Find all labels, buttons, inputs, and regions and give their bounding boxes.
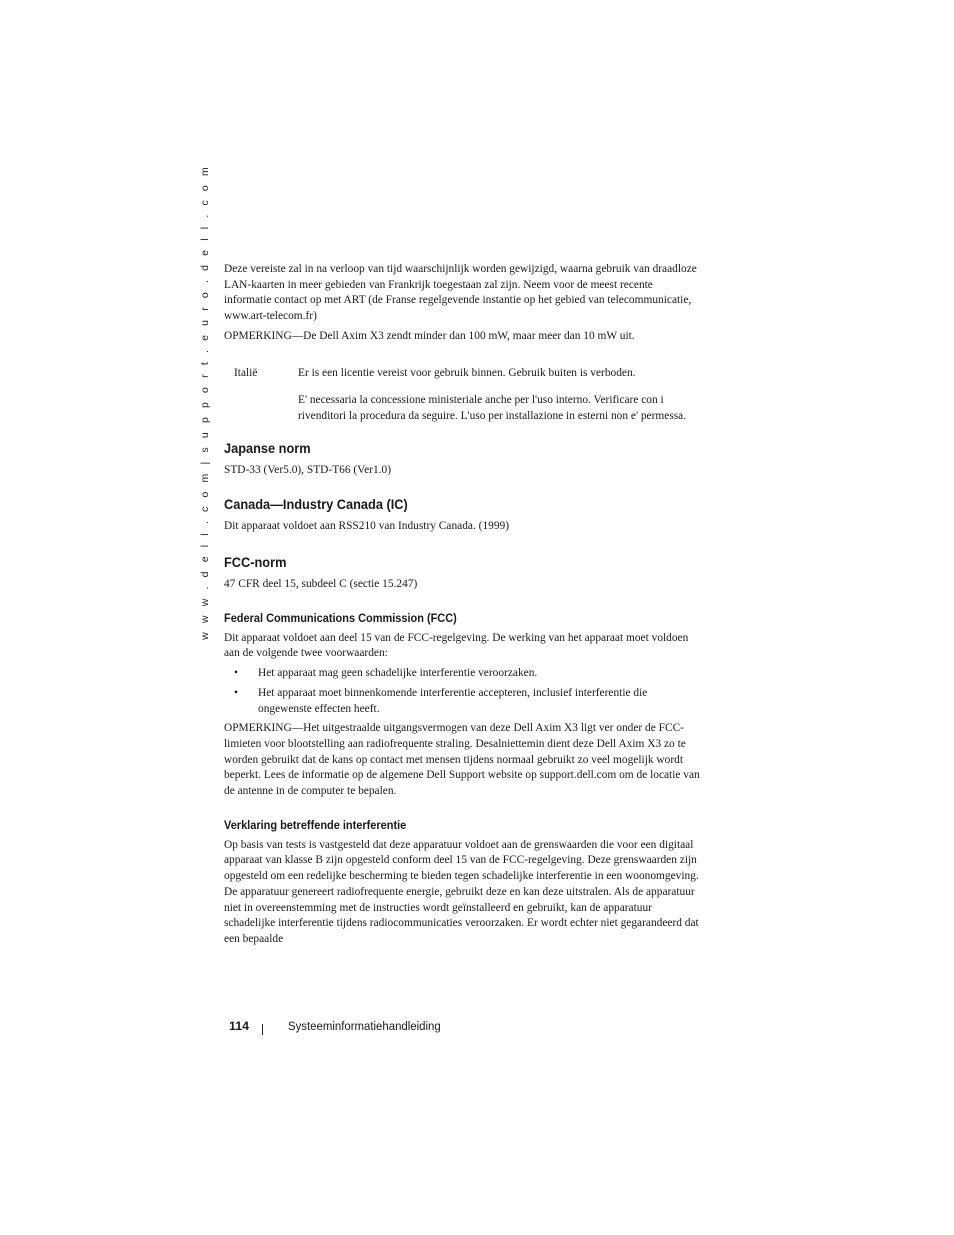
footer-doc-title: Systeeminformatiehandleiding	[288, 1019, 441, 1033]
heading-canada: Canada—Industry Canada (IC)	[224, 497, 408, 514]
intro-note: OPMERKING—De Dell Axim X3 zendt minder dan 100 mW, maar meer dan 10 mW uit.	[224, 329, 635, 342]
country-rule-line: Er is een licentie vereist voor gebruik binnen. Gebruik buiten is verboden.	[298, 366, 636, 379]
fcc-commission-text: Dit apparaat voldoet aan deel 15 van de FCC-regelgeving. De werking van het apparaat moet voldoen aan de volgende twee voorwaarden:	[224, 631, 689, 660]
bullet-icon: •	[234, 686, 238, 699]
side-url-text: w w w . d e l l . c o m | s u p p o r t . e u r o . d e l l . c o m	[199, 164, 211, 640]
country-table	[234, 366, 702, 425]
page-footer	[229, 1019, 454, 1033]
heading-japanse-norm: Japanse norm	[224, 440, 311, 457]
fcc-text: 47 CFR deel 15, subdeel C (sectie 15.247)	[224, 578, 418, 591]
list-item	[224, 666, 702, 682]
japan-text: STD-33 (Ver5.0), STD-T66 (Ver1.0)	[224, 463, 392, 476]
list-item-text: Het apparaat mag geen schadelijke interferentie veroorzaken.	[258, 667, 538, 680]
page-number: 114	[229, 1019, 249, 1033]
heading-fcc-norm: FCC-norm	[224, 555, 287, 572]
footer-separator	[262, 1024, 263, 1035]
side-url-banner	[196, 164, 214, 640]
heading-fcc-commission: Federal Communications Commission (FCC)	[224, 610, 457, 625]
country-name: Italië	[234, 366, 258, 379]
page-content	[224, 262, 702, 948]
fcc-conditions-list	[224, 666, 702, 717]
intro-paragraph: Deze vereiste zal in na verloop van tijd waarschijnlijk worden gewijzigd, waarna gebruik van draadloze LAN-kaarten in meer gebieden van Frankrijk toegestaan zal zijn. Neem voor de meest recente informatie contact op met ART (de Franse regelgevende instantie op het gebied van telecommunicatie, www.art-telecom.fr)	[224, 263, 697, 323]
heading-verklaring: Verklaring betreffende interferentie	[224, 817, 407, 832]
canada-text: Dit apparaat voldoet aan RSS210 van Industry Canada. (1999)	[224, 520, 510, 533]
bullet-icon: •	[234, 667, 238, 680]
list-item	[224, 686, 702, 717]
verklaring-text: Op basis van tests is vastgesteld dat deze apparatuur voldoet aan de grenswaarden die voor een digitaal apparaat van klasse B zijn opgesteld conform deel 15 van de FCC-regelgeving. Deze grenswaarden zijn opgesteld om een redelijke bescherming te bieden tegen schadelijke interferentie in een woonomgeving. De apparatuur genereert radiofrequente energie, gebruikt deze en kan deze uitstralen. Als de apparatuur niet in overeenstemming met de instructies wordt geïnstalleerd en gebruikt, kan de apparatuur schadelijke interferentie tijdens radiocommunicaties veroorzaken. Er wordt echter niet gegarandeerd dat een bepaalde	[224, 838, 699, 945]
country-rule-italian: E' necessaria la concessione ministeriale anche per l'uso interno. Verificare con i rivenditori la procedura da seguire. L'uso per installazione in esterni non e' permessa.	[298, 394, 687, 422]
fcc-note: OPMERKING—Het uitgestraalde uitgangsvermogen van deze Dell Axim X3 ligt ver onder de FCC-limieten voor blootstelling aan radiofrequente straling. Desalniettemin dient deze Dell Axim X3 zo te worden gebruikt dat de kans op contact met mensen tijdens normaal gebruikt zo veel mogelijk wordt beperkt. Lees de informatie op de algemene Dell Support website op support.dell.com om de locatie van de antenne in de computer te bepalen.	[224, 722, 700, 798]
list-item-text: Het apparaat moet binnenkomende interferentie accepteren, inclusief interferentie die ongewenste effecten heeft.	[258, 686, 648, 715]
